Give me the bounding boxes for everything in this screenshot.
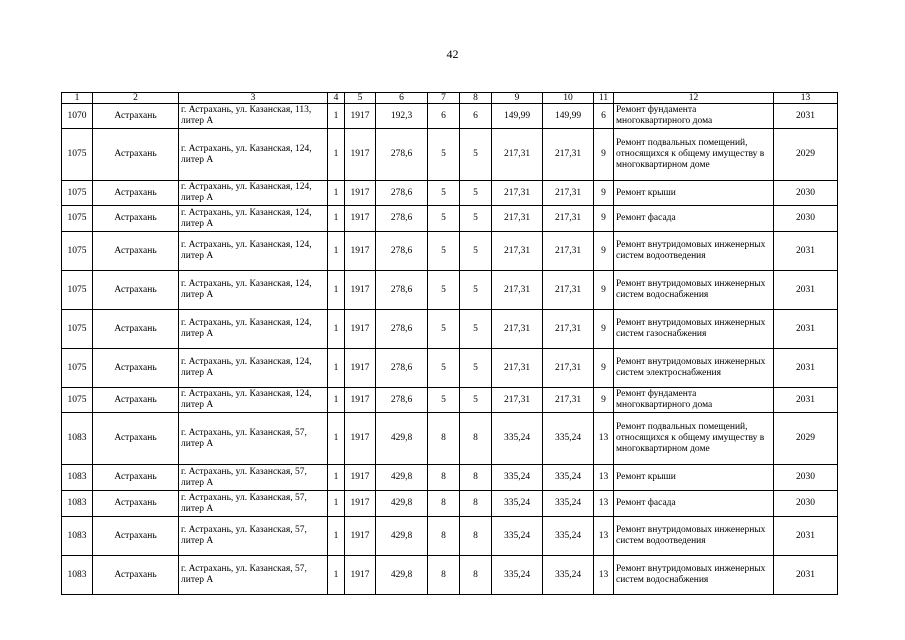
work-type-cell: Ремонт крыши — [614, 181, 774, 206]
year-cell: 1917 — [345, 206, 376, 232]
city-cell: Астрахань — [93, 465, 179, 491]
house-id-cell: 1075 — [62, 388, 93, 413]
col-8-cell: 8 — [460, 491, 492, 517]
col-7-cell: 8 — [428, 465, 460, 491]
col-10-cell: 149,99 — [543, 104, 594, 129]
col-4-cell: 1 — [328, 232, 345, 271]
col-11-cell: 9 — [594, 271, 614, 310]
col-7-cell: 5 — [428, 349, 460, 388]
plan-year-cell: 2031 — [774, 271, 838, 310]
table-row — [62, 413, 838, 465]
col-9-cell: 217,31 — [492, 181, 543, 206]
column-number-row — [62, 93, 838, 104]
work-type-cell: Ремонт внутридомовых инженерных систем электроснабжения — [614, 349, 774, 388]
house-id-cell: 1075 — [62, 349, 93, 388]
col-10-cell: 335,24 — [543, 491, 594, 517]
address-cell: г. Астрахань, ул. Казанская, 124, литер А — [179, 129, 328, 181]
col-11-cell: 13 — [594, 517, 614, 556]
capital-repair-table — [61, 92, 838, 595]
col-11-cell: 13 — [594, 556, 614, 595]
plan-year-cell: 2031 — [774, 556, 838, 595]
address-cell: г. Астрахань, ул. Казанская, 113, литер А — [179, 104, 328, 129]
area-cell: 429,8 — [376, 491, 428, 517]
col-11-cell: 9 — [594, 388, 614, 413]
column-number-cell: 6 — [376, 93, 428, 104]
work-type-cell: Ремонт внутридомовых инженерных систем водоснабжения — [614, 556, 774, 595]
col-4-cell: 1 — [328, 181, 345, 206]
table-row — [62, 232, 838, 271]
col-7-cell: 5 — [428, 206, 460, 232]
col-8-cell: 5 — [460, 310, 492, 349]
col-9-cell: 217,31 — [492, 232, 543, 271]
house-id-cell: 1075 — [62, 181, 93, 206]
table-row — [62, 465, 838, 491]
col-8-cell: 5 — [460, 232, 492, 271]
table-body — [62, 104, 838, 595]
col-8-cell: 5 — [460, 349, 492, 388]
area-cell: 278,6 — [376, 388, 428, 413]
area-cell: 278,6 — [376, 310, 428, 349]
col-10-cell: 335,24 — [543, 413, 594, 465]
col-8-cell: 5 — [460, 206, 492, 232]
col-11-cell: 13 — [594, 491, 614, 517]
col-9-cell: 217,31 — [492, 129, 543, 181]
house-id-cell: 1083 — [62, 413, 93, 465]
address-cell: г. Астрахань, ул. Казанская, 57, литер А — [179, 517, 328, 556]
col-4-cell: 1 — [328, 517, 345, 556]
col-10-cell: 217,31 — [543, 129, 594, 181]
plan-year-cell: 2029 — [774, 129, 838, 181]
house-id-cell: 1083 — [62, 491, 93, 517]
col-4-cell: 1 — [328, 271, 345, 310]
column-number-cell: 3 — [179, 93, 328, 104]
col-7-cell: 5 — [428, 232, 460, 271]
address-cell: г. Астрахань, ул. Казанская, 124, литер А — [179, 310, 328, 349]
col-9-cell: 335,24 — [492, 465, 543, 491]
column-number-cell: 7 — [428, 93, 460, 104]
col-7-cell: 5 — [428, 388, 460, 413]
col-7-cell: 6 — [428, 104, 460, 129]
year-cell: 1917 — [345, 465, 376, 491]
col-4-cell: 1 — [328, 465, 345, 491]
area-cell: 278,6 — [376, 181, 428, 206]
area-cell: 192,3 — [376, 104, 428, 129]
work-type-cell: Ремонт внутридомовых инженерных систем водоотведения — [614, 232, 774, 271]
column-number-cell: 1 — [62, 93, 93, 104]
col-7-cell: 8 — [428, 413, 460, 465]
col-10-cell: 335,24 — [543, 465, 594, 491]
house-id-cell: 1075 — [62, 271, 93, 310]
city-cell: Астрахань — [93, 491, 179, 517]
col-4-cell: 1 — [328, 349, 345, 388]
year-cell: 1917 — [345, 271, 376, 310]
col-8-cell: 5 — [460, 271, 492, 310]
area-cell: 278,6 — [376, 129, 428, 181]
col-7-cell: 8 — [428, 491, 460, 517]
col-4-cell: 1 — [328, 129, 345, 181]
col-8-cell: 5 — [460, 129, 492, 181]
col-10-cell: 217,31 — [543, 388, 594, 413]
area-cell: 429,8 — [376, 556, 428, 595]
table-row — [62, 388, 838, 413]
house-id-cell: 1083 — [62, 465, 93, 491]
work-type-cell: Ремонт фундамента многоквартирного дома — [614, 388, 774, 413]
city-cell: Астрахань — [93, 517, 179, 556]
plan-year-cell: 2030 — [774, 181, 838, 206]
column-number-cell: 4 — [328, 93, 345, 104]
area-cell: 278,6 — [376, 206, 428, 232]
year-cell: 1917 — [345, 413, 376, 465]
table-row — [62, 349, 838, 388]
year-cell: 1917 — [345, 388, 376, 413]
col-4-cell: 1 — [328, 388, 345, 413]
city-cell: Астрахань — [93, 271, 179, 310]
table-row — [62, 181, 838, 206]
table-row — [62, 104, 838, 129]
city-cell: Астрахань — [93, 310, 179, 349]
col-10-cell: 335,24 — [543, 517, 594, 556]
area-cell: 278,6 — [376, 271, 428, 310]
col-9-cell: 217,31 — [492, 388, 543, 413]
work-type-cell: Ремонт крыши — [614, 465, 774, 491]
col-9-cell: 335,24 — [492, 413, 543, 465]
city-cell: Астрахань — [93, 388, 179, 413]
page-number: 42 — [446, 47, 459, 61]
table-row — [62, 491, 838, 517]
city-cell: Астрахань — [93, 129, 179, 181]
house-id-cell: 1075 — [62, 310, 93, 349]
city-cell: Астрахань — [93, 232, 179, 271]
column-number-cell: 2 — [93, 93, 179, 104]
col-10-cell: 217,31 — [543, 181, 594, 206]
work-type-cell: Ремонт фасада — [614, 491, 774, 517]
work-type-cell: Ремонт фасада — [614, 206, 774, 232]
address-cell: г. Астрахань, ул. Казанская, 124, литер А — [179, 206, 328, 232]
col-9-cell: 217,31 — [492, 271, 543, 310]
table-row — [62, 310, 838, 349]
address-cell: г. Астрахань, ул. Казанская, 124, литер А — [179, 388, 328, 413]
col-9-cell: 217,31 — [492, 206, 543, 232]
plan-year-cell: 2031 — [774, 517, 838, 556]
col-9-cell: 335,24 — [492, 556, 543, 595]
area-cell: 278,6 — [376, 349, 428, 388]
column-number-cell: 12 — [614, 93, 774, 104]
house-id-cell: 1070 — [62, 104, 93, 129]
area-cell: 278,6 — [376, 232, 428, 271]
col-11-cell: 9 — [594, 129, 614, 181]
year-cell: 1917 — [345, 104, 376, 129]
work-type-cell: Ремонт подвальных помещений, относящихся к общему имуществу в многоквартирном доме — [614, 413, 774, 465]
col-10-cell: 217,31 — [543, 206, 594, 232]
column-number-cell: 5 — [345, 93, 376, 104]
col-4-cell: 1 — [328, 556, 345, 595]
table-row — [62, 517, 838, 556]
col-11-cell: 6 — [594, 104, 614, 129]
plan-year-cell: 2029 — [774, 413, 838, 465]
house-id-cell: 1083 — [62, 556, 93, 595]
work-type-cell: Ремонт внутридомовых инженерных систем газоснабжения — [614, 310, 774, 349]
year-cell: 1917 — [345, 517, 376, 556]
table-row — [62, 129, 838, 181]
plan-year-cell: 2031 — [774, 388, 838, 413]
col-9-cell: 335,24 — [492, 491, 543, 517]
area-cell: 429,8 — [376, 517, 428, 556]
house-id-cell: 1075 — [62, 232, 93, 271]
col-4-cell: 1 — [328, 413, 345, 465]
address-cell: г. Астрахань, ул. Казанская, 57, литер А — [179, 465, 328, 491]
column-number-cell: 13 — [774, 93, 838, 104]
col-8-cell: 6 — [460, 104, 492, 129]
col-11-cell: 13 — [594, 413, 614, 465]
col-11-cell: 9 — [594, 232, 614, 271]
city-cell: Астрахань — [93, 413, 179, 465]
work-type-cell: Ремонт внутридомовых инженерных систем водоснабжения — [614, 271, 774, 310]
col-11-cell: 9 — [594, 349, 614, 388]
city-cell: Астрахань — [93, 206, 179, 232]
col-11-cell: 9 — [594, 206, 614, 232]
col-7-cell: 5 — [428, 310, 460, 349]
work-type-cell: Ремонт подвальных помещений, относящихся к общему имуществу в многоквартирном доме — [614, 129, 774, 181]
city-cell: Астрахань — [93, 556, 179, 595]
year-cell: 1917 — [345, 349, 376, 388]
column-number-cell: 11 — [594, 93, 614, 104]
address-cell: г. Астрахань, ул. Казанская, 57, литер А — [179, 556, 328, 595]
col-9-cell: 217,31 — [492, 349, 543, 388]
col-11-cell: 9 — [594, 181, 614, 206]
year-cell: 1917 — [345, 556, 376, 595]
table-row — [62, 271, 838, 310]
col-7-cell: 8 — [428, 517, 460, 556]
house-id-cell: 1075 — [62, 129, 93, 181]
col-7-cell: 5 — [428, 181, 460, 206]
address-cell: г. Астрахань, ул. Казанская, 124, литер А — [179, 232, 328, 271]
plan-year-cell: 2030 — [774, 465, 838, 491]
col-4-cell: 1 — [328, 310, 345, 349]
address-cell: г. Астрахань, ул. Казанская, 57, литер А — [179, 491, 328, 517]
city-cell: Астрахань — [93, 349, 179, 388]
col-10-cell: 217,31 — [543, 271, 594, 310]
work-type-cell: Ремонт внутридомовых инженерных систем водоотведения — [614, 517, 774, 556]
col-4-cell: 1 — [328, 104, 345, 129]
plan-year-cell: 2031 — [774, 349, 838, 388]
col-10-cell: 217,31 — [543, 349, 594, 388]
col-9-cell: 335,24 — [492, 517, 543, 556]
col-11-cell: 13 — [594, 465, 614, 491]
table-row — [62, 206, 838, 232]
col-8-cell: 8 — [460, 517, 492, 556]
column-number-cell: 8 — [460, 93, 492, 104]
year-cell: 1917 — [345, 310, 376, 349]
work-type-cell: Ремонт фундамента многоквартирного дома — [614, 104, 774, 129]
col-10-cell: 335,24 — [543, 556, 594, 595]
col-8-cell: 8 — [460, 556, 492, 595]
col-7-cell: 5 — [428, 271, 460, 310]
col-7-cell: 5 — [428, 129, 460, 181]
col-9-cell: 217,31 — [492, 310, 543, 349]
col-8-cell: 5 — [460, 181, 492, 206]
address-cell: г. Астрахань, ул. Казанская, 124, литер А — [179, 271, 328, 310]
col-11-cell: 9 — [594, 310, 614, 349]
col-8-cell: 5 — [460, 388, 492, 413]
column-number-cell: 9 — [492, 93, 543, 104]
col-7-cell: 8 — [428, 556, 460, 595]
house-id-cell: 1083 — [62, 517, 93, 556]
col-8-cell: 8 — [460, 413, 492, 465]
city-cell: Астрахань — [93, 181, 179, 206]
col-4-cell: 1 — [328, 206, 345, 232]
col-10-cell: 217,31 — [543, 310, 594, 349]
house-id-cell: 1075 — [62, 206, 93, 232]
year-cell: 1917 — [345, 232, 376, 271]
address-cell: г. Астрахань, ул. Казанская, 124, литер А — [179, 349, 328, 388]
plan-year-cell: 2031 — [774, 232, 838, 271]
address-cell: г. Астрахань, ул. Казанская, 124, литер А — [179, 181, 328, 206]
year-cell: 1917 — [345, 129, 376, 181]
plan-year-cell: 2030 — [774, 206, 838, 232]
year-cell: 1917 — [345, 491, 376, 517]
plan-year-cell: 2031 — [774, 310, 838, 349]
area-cell: 429,8 — [376, 465, 428, 491]
plan-year-cell: 2030 — [774, 491, 838, 517]
area-cell: 429,8 — [376, 413, 428, 465]
col-8-cell: 8 — [460, 465, 492, 491]
col-9-cell: 149,99 — [492, 104, 543, 129]
table-row — [62, 556, 838, 595]
col-10-cell: 217,31 — [543, 232, 594, 271]
city-cell: Астрахань — [93, 104, 179, 129]
column-number-cell: 10 — [543, 93, 594, 104]
plan-year-cell: 2031 — [774, 104, 838, 129]
address-cell: г. Астрахань, ул. Казанская, 57, литер А — [179, 413, 328, 465]
year-cell: 1917 — [345, 181, 376, 206]
col-4-cell: 1 — [328, 491, 345, 517]
